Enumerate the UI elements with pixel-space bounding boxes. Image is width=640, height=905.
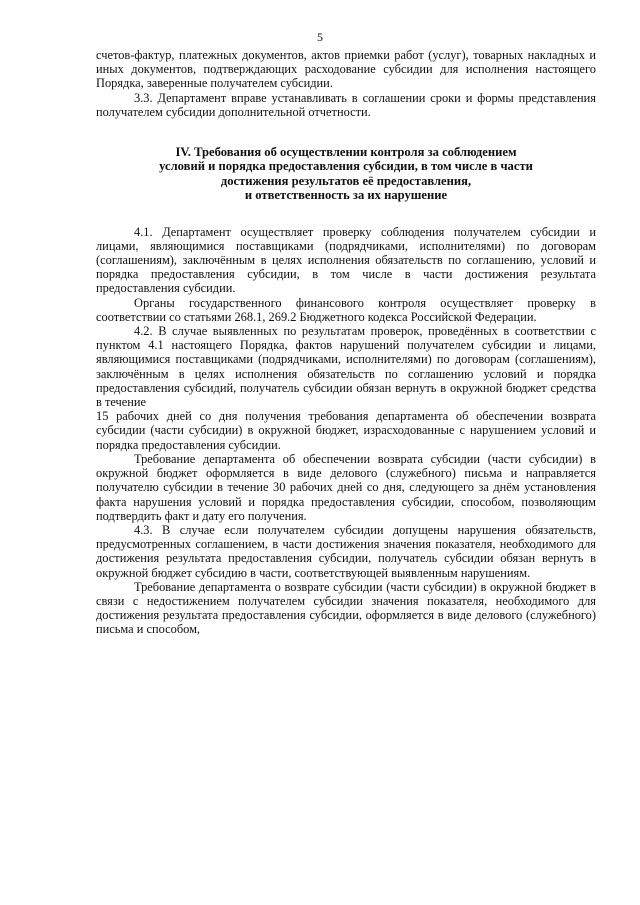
- paragraph-4-2: 4.2. В случае выявленных по результатам проверок, проведённых в соответствии с пунктом 4.1 настоящего Порядка, фактов нарушений получателем субсидии и лицами, являющимися поставщиками (подрядчиками, исполнителями) по договорам (соглашениям), заключённым в целях исполнения обязательств по соглашению условий и порядка предоставления субсидий, получатель субсидии обязан вернуть в окружной бюджет средства в течение: [96, 324, 596, 410]
- paragraph-return-indicator: Требование департамента о возврате субсидии (части субсидии) в окружной бюджет в связи с недостижением получателем субсидии значения показателя, необходимого для достижения результата предоставления субсидии, оформляется в виде делового (служебного) письма и способом,: [96, 579, 596, 637]
- paragraph-control-organs: Органы государственного финансового контроля осуществляет проверку в соответствии со статьями 268.1, 269.2 Бюджетного кодекса Российской Федерации.: [96, 295, 596, 324]
- section-heading-line: достижения результатов её предоставления,: [220, 173, 472, 188]
- paragraph-continuation: счетов-фактур, платежных документов, актов приемки работ (услуг), товарных накладных и иных документов, подтверждающих расходование субсидии для исполнения настоящего Порядка, заверенные получателем субсидии.: [96, 48, 596, 91]
- section-heading-line: IV. Требования об осуществлении контроля за соблюдением: [175, 145, 517, 160]
- paragraph-3-3: 3.3. Департамент вправе устанавливать в соглашении сроки и формы представления получателем субсидии дополнительной отчетности.: [96, 90, 596, 119]
- section-heading-line: и ответственность за их нарушение: [244, 188, 448, 203]
- document-body: [96, 48, 596, 637]
- section-heading: [96, 145, 596, 203]
- paragraph-4-1: 4.1. Департамент осуществляет проверку соблюдения получателем субсидии и лицами, являющимися поставщиками (подрядчиками, исполнителями) по договорам (соглашениям), заключённым в целях исполнения обязательств по соглашению, условий и порядка предоставления субсидии, в том числе в части достижения результата предоставления субсидии.: [96, 224, 596, 296]
- paragraph-4-3: 4.3. В случае если получателем субсидии допущены нарушения обязательств, предусмотренных соглашением, в части достижения значения показателя, необходимого для достижения результата предоставления субсидии, получатель субсидии обязан вернуть в окружной бюджет субсидию в части, соответствующей выявленным нарушениям.: [96, 522, 596, 580]
- page-number: 5: [317, 30, 323, 44]
- paragraph-4-2-continuation: 15 рабочих дней со дня получения требования департамента об обеспечении возврата субсидии (части субсидии) в окружной бюджет, израсходованные с нарушением условий и порядка предоставления субсидии.: [96, 409, 596, 452]
- paragraph-return-requirement: Требование департамента об обеспечении возврата субсидии (части субсидии) в окружной бюджет оформляется в виде делового (служебного) письма и направляется получателю субсидии в течение 30 рабочих дней со дня, следующего за днём установления факта нарушения условий и порядка предоставления субсидии, способом, позволяющим подтвердить факт и дату его получения.: [96, 451, 596, 523]
- section-heading-line: условий и порядка предоставления субсидии, в том числе в части: [159, 159, 533, 174]
